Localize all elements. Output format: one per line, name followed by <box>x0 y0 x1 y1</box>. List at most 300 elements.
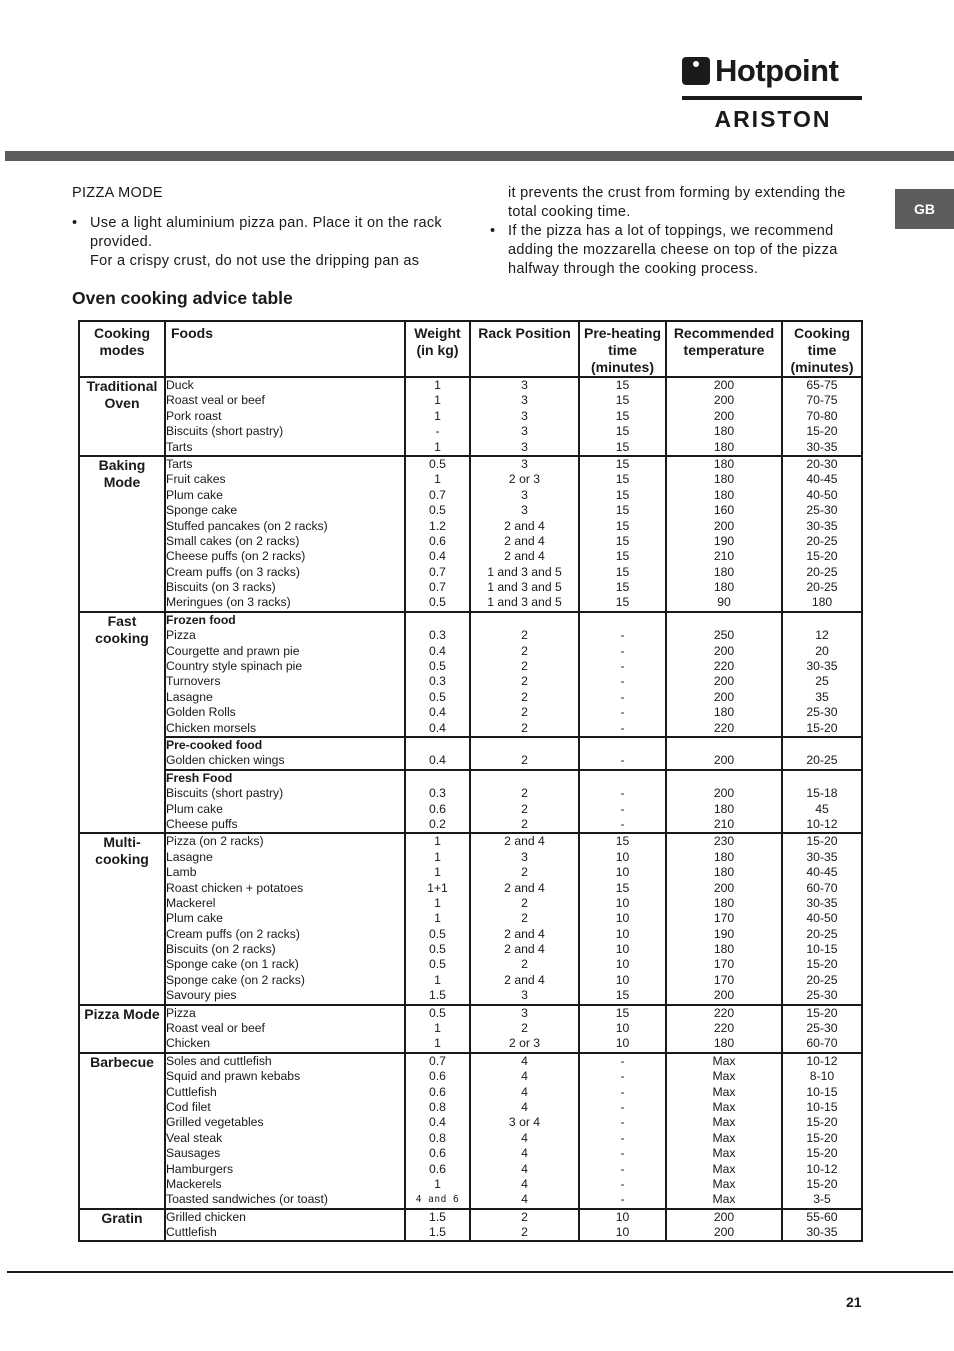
preheat-value: 15 <box>615 472 630 487</box>
food-category-subheading: Pre-cooked food <box>166 737 263 752</box>
temp-value: 180 <box>713 580 735 595</box>
rack-position-cell <box>470 770 579 834</box>
cooking-mode-cell: Gratin <box>79 1209 165 1242</box>
food-name: Soles and cuttlefish <box>166 1053 272 1068</box>
rack-value: 2 <box>521 674 528 689</box>
food-name: Roast veal or beef <box>166 393 265 408</box>
preheat-value: 15 <box>615 439 630 454</box>
rack-value: 1 and 3 and 5 <box>487 564 562 579</box>
weight-value: 1 <box>434 1036 441 1051</box>
temp-value: 220 <box>713 659 735 674</box>
time-value: 10-12 <box>806 1053 838 1068</box>
cooking-mode-cell: Multi- cooking <box>79 833 165 1004</box>
rack-position-cell <box>470 1053 579 1209</box>
weight-value: 0.5 <box>429 1005 446 1020</box>
food-name: Squid and prawn kebabs <box>166 1069 301 1084</box>
time-value: 15-20 <box>806 720 838 735</box>
temp-value: 200 <box>713 689 735 704</box>
weight-value: 1.5 <box>429 1225 446 1240</box>
temperature-cell <box>666 770 782 834</box>
temp-value: 190 <box>713 533 735 548</box>
rack-value: 2 and 4 <box>504 549 545 564</box>
time-value: 70-80 <box>806 408 838 423</box>
spacer-line <box>406 771 469 786</box>
preheating-time-cell <box>579 1209 666 1242</box>
rack-value: 2 and 4 <box>504 533 545 548</box>
temp-value: 160 <box>713 503 735 518</box>
preheat-value: - <box>620 1161 625 1176</box>
time-value: 60-70 <box>806 880 838 895</box>
food-name: Hamburgers <box>166 1161 234 1176</box>
preheat-value: - <box>620 1053 625 1068</box>
rack-value: 2 <box>521 1209 528 1224</box>
preheating-time-cell <box>579 833 666 1004</box>
header-cooking-time: Cooking time (minutes) <box>782 321 862 377</box>
cooking-mode-cell: Baking Mode <box>79 456 165 612</box>
preheat-value: 15 <box>615 533 630 548</box>
preheat-value: 15 <box>615 988 630 1003</box>
weight-value: 0.6 <box>429 1084 446 1099</box>
time-value: 40-45 <box>806 865 838 880</box>
temperature-cell <box>666 612 782 737</box>
weight-value: 0.8 <box>429 1099 446 1114</box>
preheat-value: - <box>620 1130 625 1145</box>
rack-value: 4 <box>521 1176 528 1191</box>
time-value: 20-30 <box>806 456 838 471</box>
foods-cell <box>165 377 405 456</box>
food-name: Pork roast <box>166 408 222 423</box>
food-name: Veal steak <box>166 1130 223 1145</box>
table-row <box>79 1053 862 1209</box>
temp-value: 230 <box>713 834 735 849</box>
rack-value: 2 <box>521 895 528 910</box>
food-name: Biscuits (short pastry) <box>166 424 284 439</box>
rack-value: 2 and 4 <box>504 926 545 941</box>
weight-value: 0.5 <box>429 926 446 941</box>
food-name: Tarts <box>166 439 193 454</box>
time-value: 3-5 <box>813 1192 831 1207</box>
table-row <box>79 833 862 1004</box>
rack-position-cell <box>470 612 579 737</box>
food-name: Duck <box>166 378 194 392</box>
preheat-value: 15 <box>615 487 630 502</box>
rack-value: 4 <box>521 1099 528 1114</box>
time-value: 45 <box>815 801 829 816</box>
time-value: 10-12 <box>806 1161 838 1176</box>
preheat-value: - <box>620 801 625 816</box>
food-name: Cream puffs (on 3 racks) <box>166 564 300 579</box>
preheat-value: 15 <box>615 518 630 533</box>
foods-cell <box>165 770 405 834</box>
time-value: 60-70 <box>806 1036 838 1051</box>
preheat-value: - <box>620 689 625 704</box>
temp-value: 180 <box>713 439 735 454</box>
rack-value: 3 <box>521 988 528 1003</box>
time-value: 15-18 <box>806 786 838 801</box>
temp-value: Max <box>712 1069 736 1084</box>
preheat-value: 10 <box>615 895 630 910</box>
temp-value: Max <box>712 1115 736 1130</box>
preheat-value: 10 <box>615 849 630 864</box>
rack-value: 2 <box>521 816 528 831</box>
weight-value: 1 <box>434 439 441 454</box>
time-value: 15-20 <box>806 834 838 849</box>
section-heading: PIZZA MODE <box>72 185 163 201</box>
temperature-cell <box>666 833 782 1004</box>
table-row <box>79 770 862 834</box>
preheat-value: 10 <box>615 865 630 880</box>
food-name: Stuffed pancakes (on 2 racks) <box>166 518 328 533</box>
footer-rule <box>7 1271 953 1273</box>
time-value: 12 <box>815 628 829 643</box>
food-name: Pizza <box>166 628 196 643</box>
temp-value: 180 <box>713 942 735 957</box>
food-name: Chicken morsels <box>166 720 257 735</box>
time-value: 15-20 <box>806 424 838 439</box>
rack-value: 3 <box>521 849 528 864</box>
food-name: Cod filet <box>166 1099 211 1114</box>
rack-position-cell <box>470 377 579 456</box>
temp-value: 180 <box>713 895 735 910</box>
time-value: 25-30 <box>806 705 838 720</box>
temp-value: Max <box>712 1176 736 1191</box>
weight-value: 1 <box>434 408 441 423</box>
spacer-line <box>406 738 469 753</box>
spacer-line <box>580 738 665 753</box>
time-value: 20-25 <box>806 926 838 941</box>
weight-value: 0.4 <box>429 643 446 658</box>
rack-value: 4 <box>521 1084 528 1099</box>
cooking-mode-cell: Fast cooking <box>79 612 165 833</box>
weight-value: 1 <box>434 972 441 987</box>
time-value: 25-30 <box>806 503 838 518</box>
weight-value: 1 <box>434 834 441 849</box>
time-value: 20 <box>815 643 829 658</box>
rack-value: 3 <box>521 1005 528 1020</box>
header-rack-position: Rack Position <box>470 321 579 377</box>
weight-value: 0.2 <box>429 816 446 831</box>
food-category-subheading: Frozen food <box>166 612 236 627</box>
paragraph-text: it prevents the crust from forming by extending the total cooking time. <box>508 185 846 220</box>
rack-value: 2 <box>521 705 528 720</box>
spacer-line <box>580 613 665 628</box>
time-value: 20-25 <box>806 564 838 579</box>
food-name: Turnovers <box>166 674 221 689</box>
table-row <box>79 612 862 737</box>
preheat-value: 15 <box>615 595 630 610</box>
weight-cell <box>405 377 470 456</box>
preheat-value: 10 <box>615 911 630 926</box>
preheat-value: 15 <box>615 378 630 392</box>
temp-value: 220 <box>713 1021 735 1036</box>
preheating-time-cell <box>579 612 666 737</box>
table-row <box>79 377 862 456</box>
temp-value: 200 <box>713 378 735 392</box>
time-value: 20-25 <box>806 580 838 595</box>
table-row <box>79 456 862 612</box>
rack-value: 3 or 4 <box>508 1115 541 1130</box>
temp-value: Max <box>712 1192 736 1207</box>
food-name: Roast veal or beef <box>166 1021 265 1036</box>
cooking-time-cell <box>782 456 862 612</box>
rack-value: 2 <box>521 1225 528 1240</box>
time-value: 20-25 <box>806 972 838 987</box>
food-name: Biscuits (on 2 racks) <box>166 942 276 957</box>
foods-cell <box>165 1005 405 1053</box>
foods-cell <box>165 737 405 770</box>
time-value: 15-20 <box>806 1005 838 1020</box>
temp-value: 170 <box>713 957 735 972</box>
cooking-mode-cell: Barbecue <box>79 1053 165 1209</box>
temp-value: Max <box>712 1130 736 1145</box>
weight-cell <box>405 456 470 612</box>
rack-value: 2 and 4 <box>504 834 545 849</box>
food-name: Lasagne <box>166 849 213 864</box>
weight-cell <box>405 770 470 834</box>
rack-value: 3 <box>521 408 528 423</box>
food-name: Sponge cake (on 1 rack) <box>166 957 299 972</box>
spacer-line <box>471 613 578 628</box>
weight-value: 1 <box>434 865 441 880</box>
food-name: Golden chicken wings <box>166 753 285 768</box>
time-value: 8-10 <box>809 1069 835 1084</box>
preheat-value: 15 <box>615 549 630 564</box>
bullet-item: • Use a light aluminium pizza pan. Place it on the rack provided. <box>72 214 447 252</box>
temp-value: 200 <box>713 1209 735 1224</box>
rack-position-cell <box>470 833 579 1004</box>
temperature-cell <box>666 1053 782 1209</box>
time-value: 10-12 <box>806 816 838 831</box>
temp-value: 180 <box>713 456 735 471</box>
temp-value: 200 <box>713 988 735 1003</box>
rack-value: 2 or 3 <box>508 472 541 487</box>
weight-value: 1.2 <box>429 518 446 533</box>
food-name: Meringues (on 3 racks) <box>166 595 291 610</box>
weight-value: 1.5 <box>429 1209 446 1224</box>
rack-value: 2 and 4 <box>504 518 545 533</box>
rack-value: 2 <box>521 911 528 926</box>
food-name: Plum cake <box>166 911 223 926</box>
preheat-value: 15 <box>615 408 630 423</box>
spacer-line <box>667 771 781 786</box>
preheat-value: - <box>620 1115 625 1130</box>
time-value: 30-35 <box>806 659 838 674</box>
spacer-line <box>783 738 861 753</box>
temperature-cell <box>666 456 782 612</box>
preheat-value: 10 <box>615 1036 630 1051</box>
temp-value: 220 <box>713 720 735 735</box>
food-name: Cheese puffs (on 2 racks) <box>166 549 306 564</box>
food-category-subheading: Fresh Food <box>166 770 233 785</box>
weight-value: 0.5 <box>429 503 446 518</box>
temperature-cell <box>666 1209 782 1242</box>
temp-value: 250 <box>713 628 735 643</box>
temp-value: 210 <box>713 816 735 831</box>
weight-value: 0.4 <box>429 753 446 768</box>
header-cooking-modes: Cooking modes <box>79 321 165 377</box>
time-value: 10-15 <box>806 942 838 957</box>
temp-value: 180 <box>713 1036 735 1051</box>
preheating-time-cell <box>579 456 666 612</box>
table-title: Oven cooking advice table <box>72 288 293 308</box>
temp-value: 200 <box>713 786 735 801</box>
food-name: Cream puffs (on 2 racks) <box>166 926 300 941</box>
temp-value: 170 <box>713 911 735 926</box>
temp-value: 200 <box>713 1225 735 1240</box>
weight-value: 0.5 <box>429 456 446 471</box>
rack-value: 1 and 3 and 5 <box>487 580 562 595</box>
cooking-time-cell <box>782 1053 862 1209</box>
cooking-mode-cell: Pizza Mode <box>79 1005 165 1053</box>
weight-cell <box>405 1209 470 1242</box>
foods-cell <box>165 1053 405 1209</box>
spacer-line <box>667 738 781 753</box>
weight-value: 4 and 6 <box>415 1194 460 1206</box>
food-name: Pizza <box>166 1005 196 1020</box>
temp-value: Max <box>712 1099 736 1114</box>
table-row <box>79 1209 862 1242</box>
rack-value: 2 <box>521 628 528 643</box>
time-value: 25-30 <box>806 988 838 1003</box>
rack-value: 3 <box>521 439 528 454</box>
rack-value: 2 <box>521 957 528 972</box>
rack-value: 3 <box>521 378 528 392</box>
rack-position-cell <box>470 737 579 770</box>
preheat-value: 15 <box>615 564 630 579</box>
food-name: Biscuits (on 3 racks) <box>166 580 276 595</box>
rack-value: 2 and 4 <box>504 942 545 957</box>
weight-value: 1 <box>434 849 441 864</box>
rack-value: 2 <box>521 1021 528 1036</box>
table-row <box>79 1005 862 1053</box>
weight-value: 0.7 <box>429 1053 446 1068</box>
food-name: Lamb <box>166 865 197 880</box>
rack-value: 3 <box>521 393 528 408</box>
weight-cell <box>405 1005 470 1053</box>
cooking-time-cell <box>782 737 862 770</box>
weight-value: 0.4 <box>429 549 446 564</box>
temp-value: 180 <box>713 865 735 880</box>
food-name: Tarts <box>166 456 193 471</box>
rack-value: 2 <box>521 801 528 816</box>
food-name: Fruit cakes <box>166 472 226 487</box>
paragraph-text: For a crispy crust, do not use the dripping pan as <box>90 253 420 269</box>
weight-cell <box>405 612 470 737</box>
time-value: 30-35 <box>806 439 838 454</box>
time-value: 15-20 <box>806 1146 838 1161</box>
time-value: 15-20 <box>806 1130 838 1145</box>
preheat-value: - <box>620 1176 625 1191</box>
food-name: Country style spinach pie <box>166 659 303 674</box>
rack-value: 2 <box>521 659 528 674</box>
header-recommended-temperature: Recommended temperature <box>666 321 782 377</box>
weight-value: 1+1 <box>427 880 448 895</box>
food-name: Grilled vegetables <box>166 1115 264 1130</box>
weight-value: 0.6 <box>429 533 446 548</box>
rack-position-cell <box>470 1209 579 1242</box>
preheat-value: - <box>620 1099 625 1114</box>
preheat-value: - <box>620 1146 625 1161</box>
food-name: Roast chicken + potatoes <box>166 880 304 895</box>
food-name: Sponge cake (on 2 racks) <box>166 972 305 987</box>
weight-value: 1 <box>434 895 441 910</box>
temp-value: 180 <box>713 564 735 579</box>
bullet-item: • If the pizza has a lot of toppings, we recommend adding the mozzarella cheese on top of the pizza halfway through the cooking process. <box>490 222 865 279</box>
spacer-line <box>783 771 861 786</box>
time-value: 20-25 <box>806 753 838 768</box>
cooking-time-cell <box>782 377 862 456</box>
temp-value: Max <box>712 1161 736 1176</box>
weight-value: 0.6 <box>429 1146 446 1161</box>
temp-value: 180 <box>713 472 735 487</box>
rack-value: 4 <box>521 1069 528 1084</box>
intro-right-column <box>490 184 865 279</box>
preheat-value: 15 <box>615 880 630 895</box>
sub-brand-name: ARISTON <box>714 106 832 132</box>
temp-value: Max <box>712 1084 736 1099</box>
rack-value: 4 <box>521 1146 528 1161</box>
temp-value: 180 <box>713 705 735 720</box>
temp-value: 180 <box>713 801 735 816</box>
temp-value: 90 <box>717 595 731 610</box>
preheat-value: 10 <box>615 926 630 941</box>
preheat-value: 10 <box>615 1021 630 1036</box>
rack-value: 3 <box>521 456 528 471</box>
preheating-time-cell <box>579 770 666 834</box>
header-foods: Foods <box>165 321 405 377</box>
temperature-cell <box>666 377 782 456</box>
preheat-value: - <box>620 753 625 768</box>
temp-value: 200 <box>713 518 735 533</box>
temp-value: 200 <box>713 753 735 768</box>
temp-value: 200 <box>713 880 735 895</box>
header-preheating-time: Pre-heating time (minutes) <box>579 321 666 377</box>
preheat-value: - <box>620 643 625 658</box>
temp-value: 180 <box>713 487 735 502</box>
rack-value: 2 <box>521 720 528 735</box>
food-name: Chicken <box>166 1036 211 1051</box>
foods-cell <box>165 833 405 1004</box>
foods-cell <box>165 1209 405 1242</box>
preheat-value: 15 <box>615 503 630 518</box>
preheat-value: 10 <box>615 972 630 987</box>
cooking-time-cell <box>782 833 862 1004</box>
rack-value: 2 <box>521 753 528 768</box>
temperature-cell <box>666 1005 782 1053</box>
rack-value: 2 <box>521 786 528 801</box>
preheat-value: - <box>620 674 625 689</box>
table-row <box>79 737 862 770</box>
oven-cooking-advice-table <box>78 320 863 1242</box>
time-value: 70-75 <box>806 393 838 408</box>
rack-value: 4 <box>521 1053 528 1068</box>
food-name: Pizza (on 2 racks) <box>166 834 264 849</box>
temperature-cell <box>666 737 782 770</box>
cooking-time-cell <box>782 612 862 737</box>
weight-value: 1 <box>434 393 441 408</box>
rack-value: 4 <box>521 1192 528 1207</box>
time-value: 30-35 <box>806 518 838 533</box>
time-value: 30-35 <box>806 849 838 864</box>
preheat-value: - <box>620 720 625 735</box>
food-name: Sponge cake <box>166 503 238 518</box>
weight-value: 1 <box>434 378 441 392</box>
spacer-line <box>580 771 665 786</box>
weight-value: 1.5 <box>429 988 446 1003</box>
brand-logo <box>682 54 864 132</box>
time-value: 25 <box>815 674 829 689</box>
time-value: 30-35 <box>806 1225 838 1240</box>
